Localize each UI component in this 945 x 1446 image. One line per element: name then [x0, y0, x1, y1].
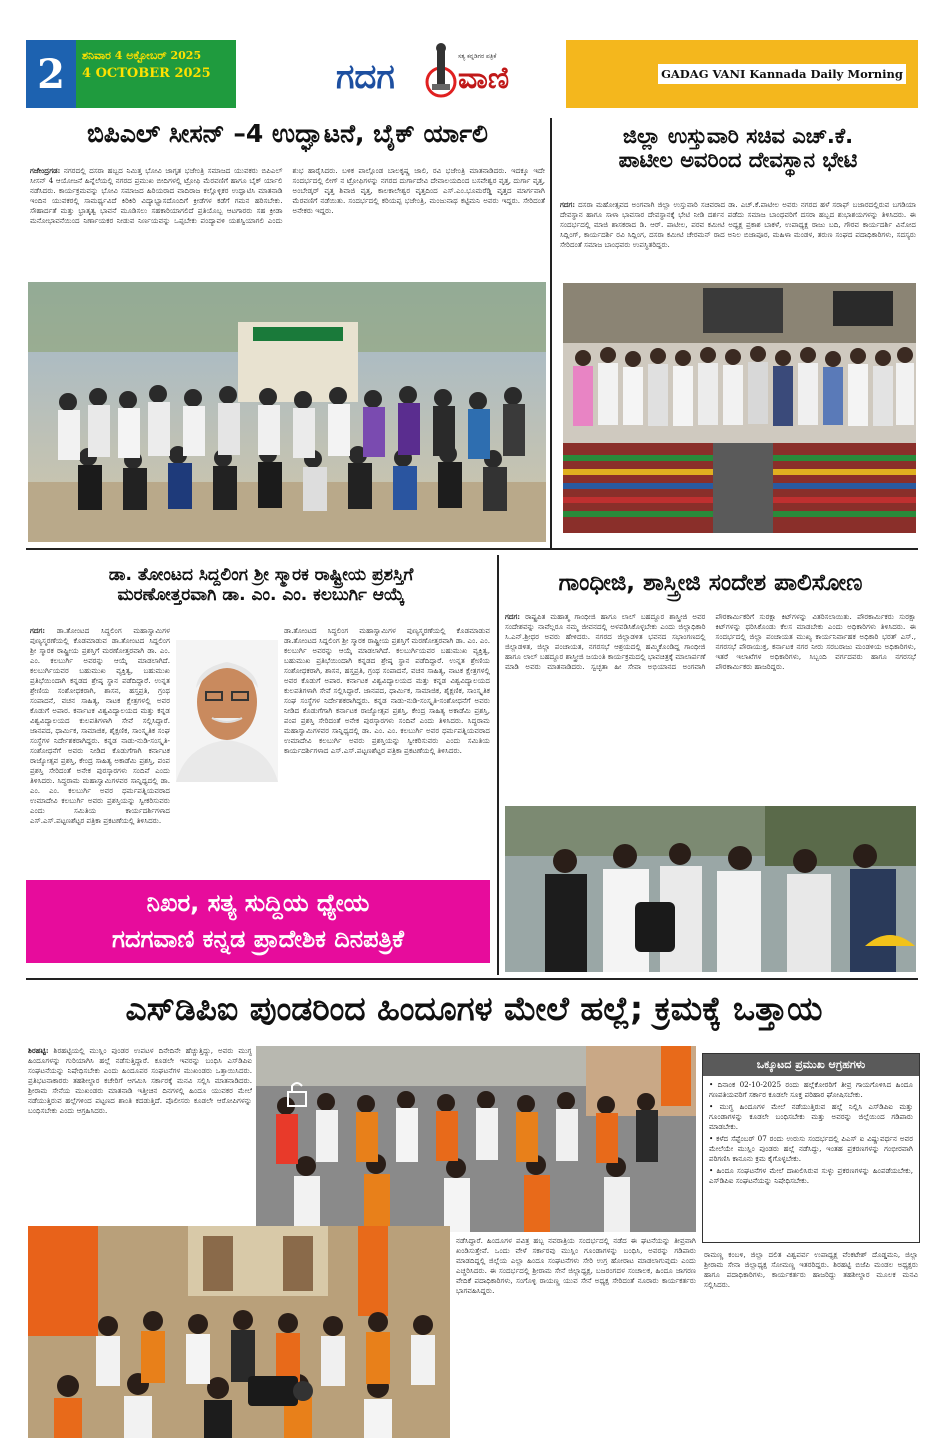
date-english: 4 OCTOBER 2025 [82, 66, 211, 81]
sdpi-text-right: ನಡೆಸಿದ್ದಾರೆ. ಹಿಂದೂಗಳ ಪವಿತ್ರ ಹಬ್ಬ ನವರಾತ್ರಿಯ ಸಂದರ್ಭದಲ್ಲಿ ನಡೆದ ಈ ಘಟನೆಯನ್ನು ತೀವ್ರವಾಗಿ ಖಂಡಿಸುತ್ತೇವೆ. ಒಂದು ವೇಳೆ ಸರ್ಕಾರವು ಮುಸ್ಲಿಂ ಗೂಂಡಾಗಳನ್ನು ಬಂಧಿಸಿ, ಅವರನ್ನು ಗಡಿಪಾರು ಮಾಡದಿದ್ದಲ್ಲಿ ಜಿಲ್ಲೆಯ ಎಲ್ಲಾ ಹಿಂದೂ ಸಂಘಟನೆಗಳು ಸೇರಿ ಉಗ್ರ ಹೋರಾಟ ಮಾಡಲಾಗುವುದು ಎಂದು ಎಚ್ಚರಿಸಿದರು. ಈ ಸಂದರ್ಭದಲ್ಲಿ ಶ್ರೀರಾಮ ಸೇನೆ ಜಿಲ್ಲಾಧ್ಯಕ್ಷ, ಬಜರಂಗದಳ ಸಂಚಾಲಕ, ಹಿಂದೂ ಜಾಗರಣ ವೇದಿಕೆ ಪದಾಧಿಕಾರಿಗಳು, ಸಂಗೊಳ್ಳಿ ರಾಯಣ್ಣ ಯುವ ಸೇನೆ ಅಧ್ಯಕ್ಷ ಸೇರಿದಂತೆ ನೂರಾರು ಕಾರ್ಯಕರ್ತರು ಭಾಗವಹಿಸಿದ್ದರು. [456, 1236, 696, 1295]
award-headline-line1: ಡಾ. ತೋಂಟದ ಸಿದ್ದಲಿಂಗ ಶ್ರೀ ಸ್ಮಾರಕ ರಾಷ್ಟ್ರೀಯ ಪ್ರಶಸ್ತಿಗೆ [108, 565, 414, 585]
newspaper-logo [236, 40, 566, 108]
demand-item: • ಹಿಂದೂ ಸಂಘಟನೆಗಳ ಮೇಲೆ ದಾಖಲಿಸಿರುವ ಸುಳ್ಳು ಪ್ರಕರಣಗಳನ್ನು ಹಿಂಪಡೆಯಬೇಕು, ಎಸ್‌ಡಿಪಿಐ ಸಂಘಟನೆಯನ್ನು ನಿಷೇಧಿಸಬೇಕು. [709, 1166, 913, 1185]
promo-line2: ಗದಗವಾಣಿ ಕನ್ನಡ ಪ್ರಾದೇಶಿಕ ದಿನಪತ್ರಿಕೆ [111, 925, 405, 953]
bpl-text: ನಗರದಲ್ಲಿ ದಸರಾ ಹಬ್ಬದ ನಿಮಿತ್ತ ಭೋವಿ ಜಾಗೃತ ಭಜೇಂತ್ರಿ ಸಮಾಜದ ಯುವಕರು ಬಿಪಿಎಲ್ ಸೀಸನ್ 4 ಆಯೋಜನೆ ಹಿನ್ನೆಲೆಯಲ್ಲಿ ನಗರದ ಪ್ರಮುಖ ಬೀದಿಗಳಲ್ಲಿ ಟ್ರೋಫಿ ಮೆರವಣಿಗೆ ಹಾಗೂ ಬೈಕ್ ರ್ಯಾಲಿ ನಡೆಸಿದರು. ಕಾರ್ಯಕ್ರಮವನ್ನು ಭೋವಿ ಸಮಾಜದ ಹಿರಿಯರಾದ ವಾದಿರಾಜ ಕಲ್ಲೊಳ್ಳಿಕರ ಉದ್ಘಾಟಿಸಿ ಮಾತನಾಡಿ ಇಂದಿನ ಯುವಕರಲ್ಲಿ ಸಾಮರ್ಥ್ಯವಿದೆ ಕಿರಿಕಿರಿ ವಿದ್ಯಾಭ್ಯಾಸದೊಂದಿಗೆ ಕ್ರೀಡೆಗಳ ಕಡೆಗೆ ಗಮನ ಹರಿಸಬೇಕು. ಸೌಹಾರ್ದತೆ ಮತ್ತು ಭ್ರಾತೃತ್ವ ಭಾವನೆ ಮೂಡಿಸಲು ಸಹಕಾರಿಯಾಗಲಿದೆ ಪ್ರತಿಯೊಬ್ಬ ಆಟಗಾರರು ಸಹ ಕ್ರೀಡಾ ಮನೋಭಾವನೆಯಿಂದ ನಿರ್ಣಾಯಕರ ನೀಡುವ ನಿರ್ಣಯವನ್ನು ಒಪ್ಪಬೇಕು ಪಂದ್ಯಾವಳಿ ಯಶಸ್ವಿಯಾಗಲಿ ಎಂದು ಶುಭ ಹಾರೈಸಿದರು. ಬಳಿಕ ಪಾಲ್ಗೊಂಡ ಬಾಲಕೃಷ್ಣ ಜಾಲಿ, ರವಿ ಭಜೇಂತ್ರಿ ಮಾತನಾಡಿದರು. ಇದಕ್ಕೂ ಇದೇ ಸಂದರ್ಭದಲ್ಲಿ ಲೀಗ್ ನ ಟ್ರೋಫಿಗಳನ್ನು ನಗರದ ದುರ್ಗಾದೇವಿ ದೇವಾಲಯದಿಂದ ಬಸವೇಶ್ವರ ವೃತ್ತ, ದುರ್ಗಾ ವೃತ್ತ, ಅಂಬೇಡ್ಕರ್ ವೃತ್ತ ಶಿವಾಜಿ ವೃತ್ತ, ಕಾಲಕಾಲೇಶ್ವರ ವೃತ್ತದಿಂದ ಎಸ್.ಎಂ.ಭೂಮರೆಡ್ಡಿ ವೃತ್ತದ ಮಾರ್ಗವಾಗಿ ಮೆರವಣಿಗೆ ನಡೆಯಿತು. ಸಂದರ್ಭದಲ್ಲಿ ಕರಿಯಪ್ಪ ಭಜೇಂತ್ರಿ, ಮಂಜುನಾಥ ಕಟ್ಟಿಮನಿ ಅವರು ಇದ್ದರು. ಸೇರಿದಂತೆ ಅನೇಕರು ಇದ್ದರು. [30, 166, 545, 225]
award-body-col3 [284, 626, 490, 872]
award-headline-line2: ಮರಣೋತ್ತರವಾಗಿ ಡಾ. ಎಂ. ಎಂ. ಕಲಬುರ್ಗಿ ಆಯ್ಕೆ [117, 584, 405, 605]
sdpi-text-left: ಶಿರಹಟ್ಟಿಯಲ್ಲಿ ಮುಸ್ಲಿಂ ಪುಂಡರ ಉಪಟಳ ದಿನೇದಿನೇ ಹೆಚ್ಚುತ್ತಿದ್ದು, ಅವರು ಮುಗ್ಧ ಹಿಂದೂಗಳನ್ನು ಗುರಿಯಾಗಿಸಿ ಹಲ್ಲೆ ನಡೆಸುತ್ತಿದ್ದಾರೆ. ಕೂಡಲೇ ಇವರನ್ನು ಬಂಧಿಸಿ ಎಸ್‌ಡಿಪಿಐ ಸಂಘಟನೆಯನ್ನು ನಿಷೇಧಿಸಬೇಕು ಎಂದು ಹಿಂದೂಪರ ಸಂಘಟನೆಗಳ ಮುಖಂಡರು ಒತ್ತಾಯಿಸಿದರು. ಪ್ರತಿಭಟನಾಕಾರರು ತಹಶೀಲ್ದಾರ ಕಚೇರಿಗೆ ಆಗಮಿಸಿ ಸರ್ಕಾರಕ್ಕೆ ಮನವಿ ಸಲ್ಲಿಸಿ ಮಾತನಾಡಿದರು. ಶ್ರೀರಾಮ ಸೇನೆಯ ಮುಖಂಡರು ಮಾತನಾಡಿ ಇತ್ತೀಚಿನ ದಿನಗಳಲ್ಲಿ ಹಿಂದೂ ಯುವಕರ ಮೇಲೆ ನಡೆಯುತ್ತಿರುವ ಹಲ್ಲೆಗಳಿಂದ ಪಟ್ಟಣದ ಶಾಂತಿ ಕದಡುತ್ತಿದೆ. ಪೊಲೀಸರು ಕೂಡಲೇ ಆರೋಪಿಗಳನ್ನು ಬಂಧಿಸಬೇಕು ಎಂದು ಆಗ್ರಹಿಸಿದರು. [28, 1046, 252, 1115]
column-divider [497, 555, 499, 975]
minister-headline-line1: ಜಿಲ್ಲಾ ಉಸ್ತುವಾರಿ ಸಚಿವ ಎಚ್.ಕೆ. [622, 124, 854, 148]
demand-item: • ದಿನಾಂಕ 02-10-2025 ರಂದು ಹಲ್ಲೆಕೋರರಿಗೆ ತೀವ್ರ ಗಾಯಗೊಳಿಸಿದ ಹಿಂದೂ ಗಣಪತಿಯವರಿಗೆ ಸರ್ಕಾರ ಕೂಡಲೇ ಸೂಕ್ತ ಪರಿಹಾರ ಘೋಷಿಸಬೇಕು. [709, 1080, 913, 1099]
minister-body [560, 200, 916, 280]
logo-text-right: ವಾಣಿ [458, 61, 510, 96]
sdpi-photo-crowd [28, 1226, 450, 1438]
gandhi-body [505, 612, 916, 800]
promo-band [26, 880, 490, 963]
demand-item: • ಮುಗ್ಧ ಹಿಂದೂಗಳ ಮೇಲೆ ನಡೆಯುತ್ತಿರುವ ಹಲ್ಲೆ ನಿಲ್ಲಿಸಿ ಎಸ್‌ಡಿಪಿಐ ಮತ್ತು ಗೂಂಡಾಗಳನ್ನು ಕೂಡಲೇ ಬಂಧಿಸಬೇಕು ಮತ್ತು ಅವರನ್ನು ಜಿಲ್ಲೆಯಿಂದ ಗಡಿಪಾರು ಮಾಡಬೇಕು. [709, 1102, 913, 1131]
sdpi-body-left [28, 1046, 252, 1222]
sdpi-headline: ಎಸ್‌ಡಿಪಿಐ ಪುಂಡರಿಂದ ಹಿಂದೂಗಳ ಮೇಲೆ ಹಲ್ಲೆ; ಕ್ರಮಕ್ಕೆ ಒತ್ತಾಯ [125, 989, 823, 1028]
gandhi-dateline: ಗದಗ: [505, 612, 521, 621]
demands-list [703, 1076, 919, 1192]
award-dateline: ಗದಗ: [30, 626, 46, 635]
award-body-col1 [30, 626, 170, 872]
gandhi-headline: ಗಾಂಧೀಜಿ, ಶಾಸ್ತ್ರೀಜಿ ಸಂದೇಶ ಪಾಲಿಸೋಣ [558, 570, 863, 596]
date-block [76, 40, 236, 108]
english-name: GADAG VANI Kannada Daily Morning [661, 67, 903, 81]
row-divider [26, 548, 918, 550]
sdpi-body-right [704, 1250, 918, 1438]
bpl-body [30, 166, 545, 278]
sdpi-body-middle [456, 1236, 696, 1438]
bpl-headline: ಬಿಪಿಎಲ್ ಸೀಸನ್ –4 ಉದ್ಘಾಟನೆ, ಬೈಕ್ ರ್ಯಾಲಿ [87, 119, 488, 148]
demands-box [702, 1053, 920, 1243]
date-kannada: ಶನಿವಾರ 4 ಅಕ್ಟೋಬರ್ 2025 [82, 49, 202, 62]
row-divider [26, 978, 918, 980]
logo-tagline: ಸತ್ಯ ಕನ್ನಡಿಗರ ಪತ್ರಿಕೆ [458, 53, 497, 60]
bpl-dateline: ಗಜೇಂದ್ರಗಡ: [30, 166, 61, 175]
minister-text: ದಸರಾ ಮಹೋತ್ಸವದ ಅಂಗವಾಗಿ ಜಿಲ್ಲಾ ಉಸ್ತುವಾರಿ ಸಚಿವರಾದ ಡಾ. ಎಚ್.ಕೆ.ಪಾಟೀಲ ಅವರು ನಗರದ ಹಳೆ ಸರಾಫ್ ಬಜಾರದಲ್ಲಿರುವ ಬಗಡಿಯಾ ದೇವಸ್ಥಾನ ಹಾಗೂ ಸಾಳಾ ಭಾವಸಾರ ದೇವಸ್ಥಾನಕ್ಕೆ ಭೇಟಿ ನೀಡಿ ದರ್ಶನ ಪಡೆದು ಸಮಾಜ ಬಾಂಧವರಿಗೆ ದಸರಾ ಹಬ್ಬದ ಶುಭಾಶಯಗಳನ್ನು ತಿಳಿಸಿದರು. ಈ ಸಂದರ್ಭದಲ್ಲಿ ಮಾಜಿ ಶಾಸಕರಾದ ಡಿ. ಆರ್. ಪಾಟೀಲ, ಪರವ ಕಮೀಟಿ ಅಧ್ಯಕ್ಷ ಪ್ರಕಾಶ ಬಾಕಳೆ, ಉಪಾಧ್ಯಕ್ಷ ರಾಜು ಬದಿ, ಗೌರವ ಕಾರ್ಯದರ್ಶಿ ವಿನೋದ ಸಿದ್ಲಿಂಗ್, ಕಾರ್ಯದರ್ಶಿ ರವಿ ಸಿದ್ಲಿಂಗ, ದಸರಾ ಕಮೀಟಿ ಚೇರಮನ್ ರಾದ ಅನಿಲ ಬಿಜಾಪೂರ, ಮಹಿಳಾ ಮಂಡಳ, ತರುಣ ಸಂಘದ ಪದಾಧಿಕಾರಿಗಳು, ಸದಸ್ಯರು ಸೇರಿದಂತೆ ಸಮಾಜ ಬಾಂಧವರು ಉಪಸ್ಥಿತರಿದ್ದರು. [560, 200, 916, 249]
demands-title: ಒಕ್ಕೂಟದ ಪ್ರಮುಖ ಆಗ್ರಹಗಳು [703, 1054, 919, 1076]
logo-text-left: ಗದಗ [336, 57, 395, 97]
sdpi-dateline: ಶಿರಹಟ್ಟಿ: [28, 1046, 49, 1055]
award-text: ಡಾ.ತೋಂಟದ ಸಿದ್ಧಲಿಂಗ ಮಹಾಸ್ವಾಮಿಗಳ ಪುಣ್ಯಸ್ಮರಣೆಯಲ್ಲಿ ಕೊಡಮಾಡುವ ಡಾ.ತೋಂಟದ ಸಿದ್ದಲಿಂಗ ಶ್ರೀ ಸ್ಮಾರಕ ರಾಷ್ಟ್ರೀಯ ಪ್ರಶಸ್ತಿಗೆ ಮರಣೋತ್ತರವಾಗಿ ಡಾ. ಎಂ. ಎಂ. ಕಲಬುರ್ಗಿ ಅವರನ್ನು ಆಯ್ಕೆ ಮಾಡಲಾಗಿದೆ. ಕಲಬುರ್ಗಿಯವರ ಬಹುಮುಖ ವ್ಯಕ್ತಿತ್ವ, ಬಹುಮುಖ ಪ್ರತಿಭೆಯಿಂದಾಗಿ ಕನ್ನಡದ ಶ್ರೇಷ್ಠ ಸ್ಥಾನ ಪಡೆದಿದ್ದಾರೆ. ಉನ್ನತ ಶ್ರೇಣಿಯ ಸಂಶೋಧಕರಾಗಿ, ಶಾಸನ, ಹಸ್ತಪ್ರತಿ, ಗ್ರಂಥ ಸಂಪಾದನೆ, ವಚನ ಸಾಹಿತ್ಯ, ನಾಟಕ ಕ್ಷೇತ್ರಗಳಲ್ಲಿ ಅವರ ಕೊಡುಗೆ ಅಪಾರ. ಕರ್ನಾಟಕ ವಿಶ್ವವಿದ್ಯಾಲಯದ ಮತ್ತು ಕನ್ನಡ ವಿಶ್ವವಿದ್ಯಾಲಯದ ಕುಲಪತಿಗಳಾಗಿ ಸೇವೆ ಸಲ್ಲಿಸಿದ್ದಾರೆ. ಜಾನಪದ, ಧಾರ್ಮಿಕ, ಸಾಮಾಜಿಕ, ಶೈಕ್ಷಣಿಕ, ಸಾಂಸ್ಕೃತಿಕ ಸಂಘ ಸಂಸ್ಥೆಗಳ ನಿರ್ದೇಶಕರಾಗಿದ್ದರು. ಕನ್ನಡ ನಾಡು-ನುಡಿ-ಸಂಸ್ಕೃತಿ-ಸಂಶೋಧನೆಗೆ ಅವರು ನೀಡಿದ ಕೊಡುಗೆಗಾಗಿ ಕರ್ನಾಟಕ ರಾಜ್ಯೋತ್ಸವ ಪ್ರಶಸ್ತಿ, ಕೇಂದ್ರ ಸಾಹಿತ್ಯ ಅಕಾಡೆಮಿ ಪ್ರಶಸ್ತಿ, ಪಂಪ ಪ್ರಶಸ್ತಿ ಸೇರಿದಂತೆ ಅನೇಕ ಪುರಸ್ಕಾರಗಳು ಸಂದಿವೆ ಎಂದು ತಿಳಿಸಿದರು. ಸಿದ್ಧರಾಮ ಮಹಾಸ್ವಾಮಿಗಳವರ ಸಾನ್ನಿಧ್ಯದಲ್ಲಿ ಡಾ. ಎಂ. ಎಂ. ಕಲಬುರ್ಗಿ ಅವರ ಧರ್ಮಪತ್ನಿಯವರಾದ ಉಮಾದೇವಿ ಕಲಬುರ್ಗಿ ಅವರು ಪ್ರಶಸ್ತಿಯನ್ನು ಸ್ವೀಕರಿಸುವರು ಎಂದು ಸಮಿತಿಯ ಕಾರ್ಯದರ್ಶಿಗಳಾದ ಎಸ್.ಎಸ್.ಪಟ್ಟಣಶೆಟ್ಟರ ಪತ್ರಿಕಾ ಪ್ರಕಟಣೆಯಲ್ಲಿ ತಿಳಿಸಿದರು. [30, 626, 170, 825]
gandhi-text: ರಾಷ್ಟ್ರಪಿತ ಮಹಾತ್ಮ ಗಾಂಧೀಜಿ ಹಾಗೂ ಲಾಲ್ ಬಹದ್ದೂರ ಶಾಸ್ತ್ರೀಜಿ ಅವರ ಸಂದೇಶವನ್ನು ನಾವೆಲ್ಲರೂ ನಮ್ಮ ಜೀವನದಲ್ಲಿ ಅಳವಡಿಸಿಕೊಳ್ಳಬೇಕು ಎಂದು ಜಿಲ್ಲಾಧಿಕಾರಿ ಸಿ.ಎನ್.ಶ್ರೀಧರ ಅವರು ಹೇಳಿದರು. ನಗರದ ಜಿಲ್ಲಾಡಳಿತ ಭವನದ ಸಭಾಂಗಣದಲ್ಲಿ ಜಿಲ್ಲಾಡಳಿತ, ಜಿಲ್ಲಾ ಪಂಚಾಯತ, ನಗರಸಭೆ ಆಶ್ರಯದಲ್ಲಿ ಹಮ್ಮಿಕೊಂಡಿದ್ದ ಗಾಂಧೀಜಿ ಹಾಗೂ ಲಾಲ್ ಬಹದ್ದೂರ ಶಾಸ್ತ್ರೀಜಿ ಜಯಂತಿ ಕಾರ್ಯಕ್ರಮದಲ್ಲಿ ಭಾವಚಿತ್ರಕ್ಕೆ ಮಾಲಾರ್ಪಣೆ ಮಾಡಿ ಅವರು ಮಾತನಾಡಿದರು. ಸ್ವಚ್ಛತಾ ಹೀ ಸೇವಾ ಅಭಿಯಾನದ ಅಂಗವಾಗಿ ಪೌರಕಾರ್ಮಿಕರಿಗೆ ಸುರಕ್ಷಾ ಕಿಟ್‌ಗಳನ್ನು ವಿತರಿಸಲಾಯಿತು. ಪೌರಕಾರ್ಮಿಕರು ಸುರಕ್ಷಾ ಕಿಟ್‌ಗಳನ್ನು ಧರಿಸಿಕೊಂಡು ಕೆಲಸ ಮಾಡಬೇಕು ಎಂದು ಅಧಿಕಾರಿಗಳು ತಿಳಿಸಿದರು. ಈ ಸಂದರ್ಭದಲ್ಲಿ ಜಿಲ್ಲಾ ಪಂಚಾಯತ ಮುಖ್ಯ ಕಾರ್ಯನಿರ್ವಾಹಕ ಅಧಿಕಾರಿ ಭರತ್ ಎಸ್., ನಗರಸಭೆ ಪೌರಾಯುಕ್ತ, ಕರ್ನಾಟಕ ನಗರ ನೀರು ಸರಬರಾಜು ಮಂಡಳಿಯ ಅಧಿಕಾರಿಗಳು, ಇತರೆ ಇಲಾಖೆಗಳ ಅಧಿಕಾರಿಗಳು, ಸಿಬ್ಬಂದಿ ವರ್ಗದವರು ಹಾಗೂ ನಗರಸಭೆ ಪೌರಕಾರ್ಮಿಕರು ಹಾಜರಿದ್ದರು. [505, 612, 916, 671]
masthead-right-bar [566, 40, 918, 108]
statue-icon [427, 43, 455, 96]
award-headline [30, 566, 492, 605]
bpl-photo [28, 282, 546, 542]
minister-headline [558, 124, 918, 172]
kalburgi-portrait [176, 640, 278, 782]
english-name-strip [658, 64, 906, 84]
gandhi-photo [505, 806, 916, 972]
minister-dateline: ಗದಗ: [560, 200, 576, 209]
sdpi-photo-protest [256, 1046, 696, 1232]
minister-photo [563, 283, 916, 533]
page-number: 2 [26, 40, 76, 108]
minister-headline-line2: ಪಾಟೀಲ ಅವರಿಂದ ದೇವಸ್ಥಾನ ಭೇಟಿ [618, 148, 858, 173]
demand-item: • ಕಳೆದ ಸೆಪ್ಟೆಂಬರ್ 07 ರಂದು ಉರುಸು ಸಂದರ್ಭದಲ್ಲಿ ಪಿಎಸ್ ಐ ವಿಷ್ಣುವರ್ಧನ ಅವರ ಮೇಲೆಯೇ ಮುಸ್ಲಿಂ ಪುಂಡರು ಹಲ್ಲೆ ನಡೆಸಿದ್ದು, ಇಂತಹ ಪ್ರಕರಣಗಳನ್ನು ಗಂಭೀರವಾಗಿ ಪರಿಗಣಿಸಿ ಕಾನೂನು ಕ್ರಮ ಕೈಗೊಳ್ಳಬೇಕು. [709, 1134, 913, 1163]
sdpi-text-bottom-right: ರಾಮಣ್ಣ ಕಂಬಳಿ, ಜಿಲ್ಲಾ ದಲಿತ ವಿಶ್ವಪರ್ವ ಉಪಾಧ್ಯಕ್ಷ ವೆಂಕಟೇಶ್ ದೊಡ್ಡಮನಿ, ಜಿಲ್ಲಾ ಶ್ರೀರಾಮ ಸೇನಾ ಜಿಲ್ಲಾಧ್ಯಕ್ಷ ಸೋಮಣ್ಣ ಇತರರಿದ್ದರು. ಶಿರಹಟ್ಟಿ ಬಿಜೆಪಿ ಮಂಡಲ ಅಧ್ಯಕ್ಷರು ಹಾಗೂ ಪದಾಧಿಕಾರಿಗಳು, ಕಾರ್ಯಕರ್ತರು ಹಾಜರಿದ್ದು ತಹಶೀಲ್ದಾರ ಮೂಲಕ ಮನವಿ ಸಲ್ಲಿಸಿದರು. [704, 1250, 918, 1289]
promo-line1: ನಿಖರ, ಸತ್ಯ ಸುದ್ದಿಯ ಧ್ಯೇಯ [146, 889, 370, 917]
award-text-cont: ಡಾ.ತೋಂಟದ ಸಿದ್ಧಲಿಂಗ ಮಹಾಸ್ವಾಮಿಗಳ ಪುಣ್ಯಸ್ಮರಣೆಯಲ್ಲಿ ಕೊಡಮಾಡುವ ಡಾ.ತೋಂಟದ ಸಿದ್ದಲಿಂಗ ಶ್ರೀ ಸ್ಮಾರಕ ರಾಷ್ಟ್ರೀಯ ಪ್ರಶಸ್ತಿಗೆ ಮರಣೋತ್ತರವಾಗಿ ಡಾ. ಎಂ. ಎಂ. ಕಲಬುರ್ಗಿ ಅವರನ್ನು ಆಯ್ಕೆ ಮಾಡಲಾಗಿದೆ. ಕಲಬುರ್ಗಿಯವರ ಬಹುಮುಖ ವ್ಯಕ್ತಿತ್ವ, ಬಹುಮುಖ ಪ್ರತಿಭೆಯಿಂದಾಗಿ ಕನ್ನಡದ ಶ್ರೇಷ್ಠ ಸ್ಥಾನ ಪಡೆದಿದ್ದಾರೆ. ಉನ್ನತ ಶ್ರೇಣಿಯ ಸಂಶೋಧಕರಾಗಿ, ಶಾಸನ, ಹಸ್ತಪ್ರತಿ, ಗ್ರಂಥ ಸಂಪಾದನೆ, ವಚನ ಸಾಹಿತ್ಯ, ನಾಟಕ ಕ್ಷೇತ್ರಗಳಲ್ಲಿ ಅವರ ಕೊಡುಗೆ ಅಪಾರ. ಕರ್ನಾಟಕ ವಿಶ್ವವಿದ್ಯಾಲಯದ ಮತ್ತು ಕನ್ನಡ ವಿಶ್ವವಿದ್ಯಾಲಯದ ಕುಲಪತಿಗಳಾಗಿ ಸೇವೆ ಸಲ್ಲಿಸಿದ್ದಾರೆ. ಜಾನಪದ, ಧಾರ್ಮಿಕ, ಸಾಮಾಜಿಕ, ಶೈಕ್ಷಣಿಕ, ಸಾಂಸ್ಕೃತಿಕ ಸಂಘ ಸಂಸ್ಥೆಗಳ ನಿರ್ದೇಶಕರಾಗಿದ್ದರು. ಕನ್ನಡ ನಾಡು-ನುಡಿ-ಸಂಸ್ಕೃತಿ-ಸಂಶೋಧನೆಗೆ ಅವರು ನೀಡಿದ ಕೊಡುಗೆಗಾಗಿ ಕರ್ನಾಟಕ ರಾಜ್ಯೋತ್ಸವ ಪ್ರಶಸ್ತಿ, ಕೇಂದ್ರ ಸಾಹಿತ್ಯ ಅಕಾಡೆಮಿ ಪ್ರಶಸ್ತಿ, ಪಂಪ ಪ್ರಶಸ್ತಿ ಸೇರಿದಂತೆ ಅನೇಕ ಪುರಸ್ಕಾರಗಳು ಸಂದಿವೆ ಎಂದು ತಿಳಿಸಿದರು. ಸಿದ್ಧರಾಮ ಮಹಾಸ್ವಾಮಿಗಳವರ ಸಾನ್ನಿಧ್ಯದಲ್ಲಿ ಡಾ. ಎಂ. ಎಂ. ಕಲಬುರ್ಗಿ ಅವರ ಧರ್ಮಪತ್ನಿಯವರಾದ ಉಮಾದೇವಿ ಕಲಬುರ್ಗಿ ಅವರು ಪ್ರಶಸ್ತಿಯನ್ನು ಸ್ವೀಕರಿಸುವರು ಎಂದು ಸಮಿತಿಯ ಕಾರ್ಯದರ್ಶಿಗಳಾದ ಎಸ್.ಎಸ್.ಪಟ್ಟಣಶೆಟ್ಟರ ಪತ್ರಿಕಾ ಪ್ರಕಟಣೆಯಲ್ಲಿ ತಿಳಿಸಿದರು. [284, 626, 490, 755]
column-divider [550, 118, 552, 548]
